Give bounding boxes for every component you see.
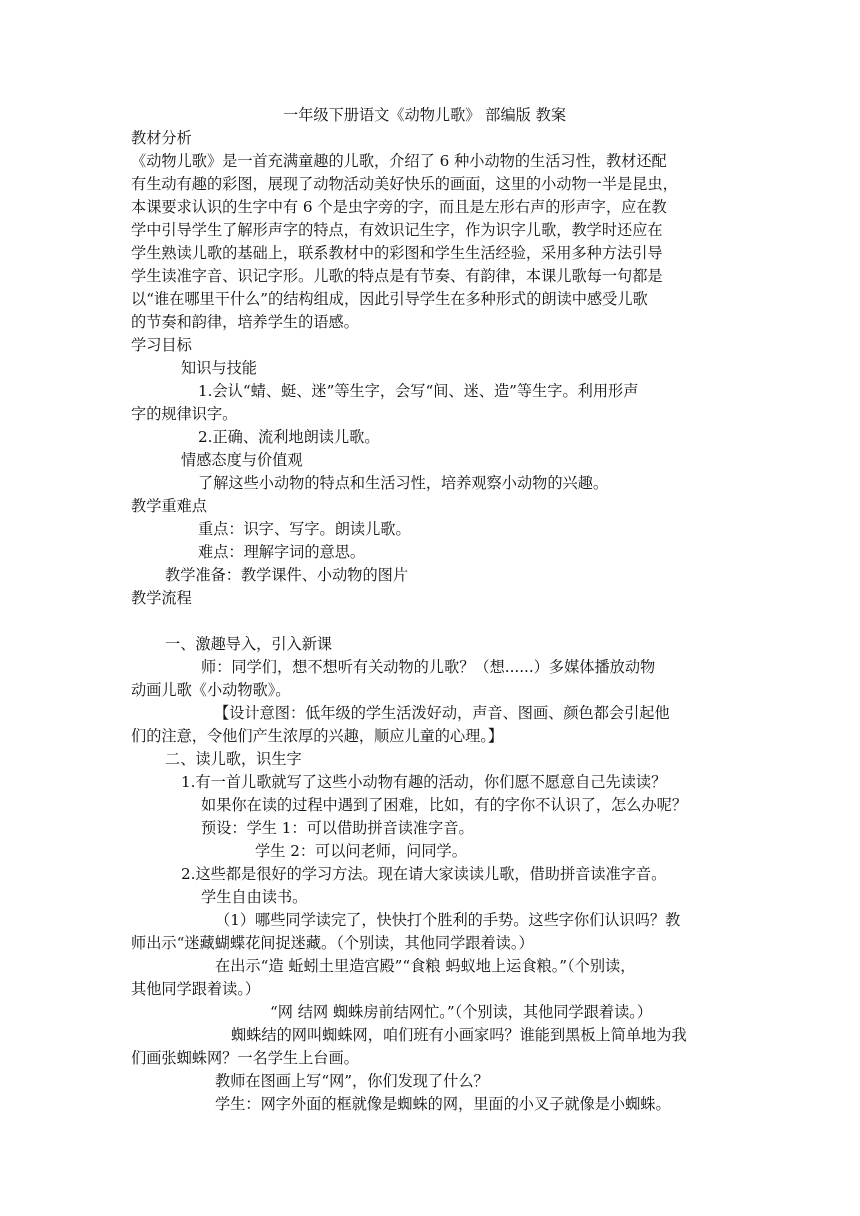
text-line: 有生动有趣的彩图，展现了动物活动美好快乐的画面，这里的小动物一半是昆虫， [131,175,678,193]
text-line: 学习目标 [131,336,192,354]
text-line: 师出示“迷藏蝴蝶花间捉迷藏。（个别读，其他同学跟着读。） [131,934,534,952]
text-line: 重点：识字、写字。朗读儿歌。 [198,520,411,538]
text-line: 2.正确、流利地朗读儿歌。 [198,428,380,446]
text-line: “网 结网 蜘蛛房前结网忙。”（个别读，其他同学跟着读。） [270,1003,653,1021]
text-line: 学生自由读书。 [201,888,308,906]
text-line: 以“谁在哪里干什么”的结构组成，因此引导学生在多种形式的朗读中感受儿歌 [131,290,648,308]
text-line: 字的规律识字。 [131,405,238,423]
text-line: 1.会认“蜻、蜓、迷”等生字，会写“间、迷、造”等生字。利用形声 [198,382,639,400]
text-line: 学生读准字音、识记字形。儿歌的特点是有节奏、有韵律，本课儿歌每一句都是 [131,267,663,285]
text-line: 在出示“造 蚯蚓土里造宫殿”“食粮 蚂蚁地上运食粮。”（个别读， [215,957,636,975]
text-line: 的节奏和韵律，培养学生的语感。 [131,313,359,331]
text-line: 1.有一首儿歌就写了这些小动物有趣的活动，你们愿不愿意自己先读读？ [181,773,667,791]
text-line: 其他同学跟着读。） [131,980,261,998]
text-line: 了解这些小动物的特点和生活习性，培养观察小动物的兴趣。 [198,474,609,492]
text-line: 们画张蜘蛛网？一名学生上台画。 [131,1049,359,1067]
text-line: 教材分析 [131,129,192,147]
text-line: 学生 2：可以问老师，问同学。 [255,842,467,860]
text-line: 二、读儿歌，识生字 [165,750,302,768]
text-line: 一、激趣导入，引入新课 [165,635,333,653]
text-line: 教学流程 [131,589,192,607]
text-line: 2.这些都是很好的学习方法。现在请大家读读儿歌，借助拼音读准字音。 [181,865,667,883]
text-line: 预设：学生 1：可以借助拼音读准字音。 [201,819,474,837]
text-line: 蜘蛛结的网叫蜘蛛网，咱们班有小画家吗？谁能到黑板上简单地为我 [231,1026,687,1044]
text-line: 教师在图画上写“网”，你们发现了什么？ [215,1072,489,1090]
text-line: 《动物儿歌》是一首充满童趣的儿歌，介绍了 6 种小动物的生活习性，教材还配 [131,152,667,170]
text-line: 情感态度与价值观 [181,451,303,469]
text-line: 教学重难点 [131,497,207,515]
document-title: 一年级下册语文《动物儿歌》 部编版 教案 [283,106,567,124]
text-line: 如果你在读的过程中遇到了困难，比如，有的字你不认识了，怎么办呢？ [201,796,687,814]
text-line: 本课要求认识的生字中有 6 个是虫字旁的字，而且是左形右声的形声字，应在教 [131,198,667,216]
text-line: 学生熟读儿歌的基础上，联系教材中的彩图和学生生活经验，采用多种方法引导 [131,244,663,262]
text-line: 动画儿歌《小动物歌》。 [131,681,291,699]
text-line: 们的注意，令他们产生浓厚的兴趣，顺应儿童的心理。】 [131,727,504,745]
text-line: 学中引导学生了解形声字的特点，有效识记生字，作为识字儿歌，教学时还应在 [131,221,663,239]
text-line: 【设计意图：低年级的学生活泼好动，声音、图画、颜色都会引起他 [214,704,670,722]
text-line: 难点：理解字词的意思。 [198,543,366,561]
text-line: （1）哪些同学读完了，快快打个胜利的手势。这些字你们认识吗？教 [215,911,681,929]
text-line: 学生：网字外面的框就像是蜘蛛的网，里面的小叉子就像是小蜘蛛。 [215,1095,671,1113]
text-line: 知识与技能 [181,359,257,377]
text-line: 教学准备：教学课件、小动物的图片 [165,566,408,584]
text-line: 师：同学们，想不想听有关动物的儿歌？（想......）多媒体播放动物 [201,658,656,676]
